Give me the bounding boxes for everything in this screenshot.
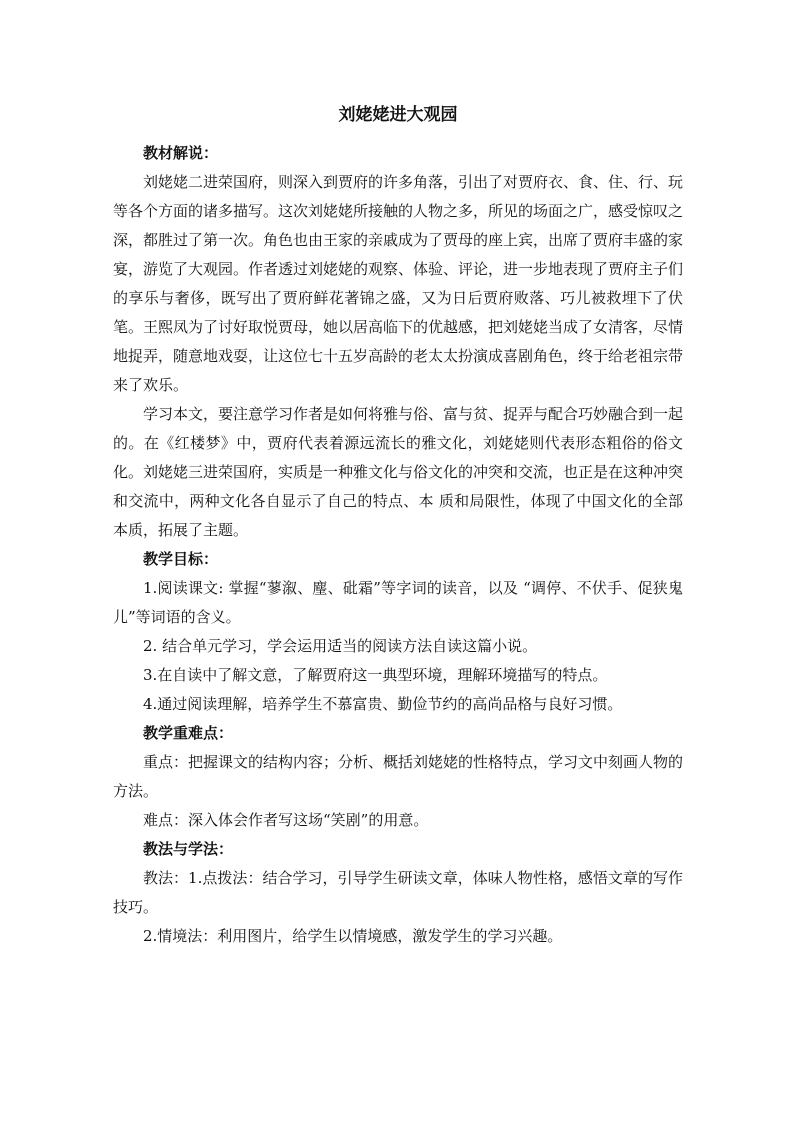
list-item: 3.在自读中了解文意，了解贾府这一典型环境，理解环境描写的特点。 [143, 666, 608, 684]
paragraph: 2.情境法：利用图片，给学生以情境感，激发学生的学习兴趣。 [143, 927, 563, 945]
section-key-points [113, 719, 683, 835]
paragraph: 难点：深入体会作者写这场“笑剧”的用意。 [143, 811, 429, 829]
list-item: 1.阅读课文: 掌握“蓼溆、麈、砒霜”等字词的读音，以及 “调停、不伏手、促狭鬼儿”等词语的含义。 [113, 579, 683, 626]
document-body [113, 100, 683, 951]
paragraph: 学习本文，要注意学习作者是如何将雅与俗、富与贫、捉弄与配合巧妙融合到一起的。在《红楼梦》中，贾府代表着源远流长的雅文化，刘姥姥则代表形态粗俗的俗文化。刘姥姥三进荣国府，实质是一种雅文化与俗文化的冲突和交流，也正是在这种冲突和交流中，两种文化各自显示了自己的特点、本 质和局限性，体现了中国文化的全部本质，拓展了主题。 [113, 405, 684, 539]
paragraph: 教法：1.点拨法：结合学习，引导学生研读文章，体味人物性格，感悟文章的写作技巧。 [113, 869, 683, 916]
section-heading: 教学目标： [143, 550, 219, 568]
document-title: 刘姥姥进大观园 [338, 105, 458, 125]
section-heading: 教材解说： [143, 144, 219, 162]
section-heading: 教法与学法： [143, 840, 234, 858]
list-item: 4.通过阅读理解，培养学生不慕富贵、勤俭节约的高尚品格与良好习惯。 [143, 695, 623, 713]
paragraph: 刘姥姥二进荣国府，则深入到贾府的许多角落，引出了对贾府衣、食、住、行、玩等各个方面的诸多描写。这次刘姥姥所接触的人物之多，所见的场面之广，感受惊叹之深，都胜过了第一次。角色也由王家的亲戚成为了贾母的座上宾，出席了贾府丰盛的家宴，游览了大观园。作者透过刘姥姥的观察、体验、评论，进一步地表现了贾府主子们的享乐与奢侈，既写出了贾府鲜花著锦之盛，又为日后贾府败落、巧儿被救埋下了伏笔。王熙凤为了讨好取悦贾母，她以居高临下的优越感，把刘姥姥当成了女清客，尽情地捉弄，随意地戏耍，让这位七十五岁高龄的老太太扮演成喜剧角色，终于给老祖宗带来了欢乐。 [113, 173, 684, 394]
section-heading: 教学重难点： [143, 724, 234, 742]
section-teaching-goals [113, 545, 683, 719]
section-textbook-explanation [113, 139, 683, 545]
paragraph: 重点：把握课文的结构内容；分析、概括刘姥姥的性格特点，学习文中刻画人物的方法。 [113, 753, 684, 800]
list-item: 2. 结合单元学习，学会运用适当的阅读方法自读这篇小说。 [143, 637, 538, 655]
section-methods [113, 835, 683, 951]
